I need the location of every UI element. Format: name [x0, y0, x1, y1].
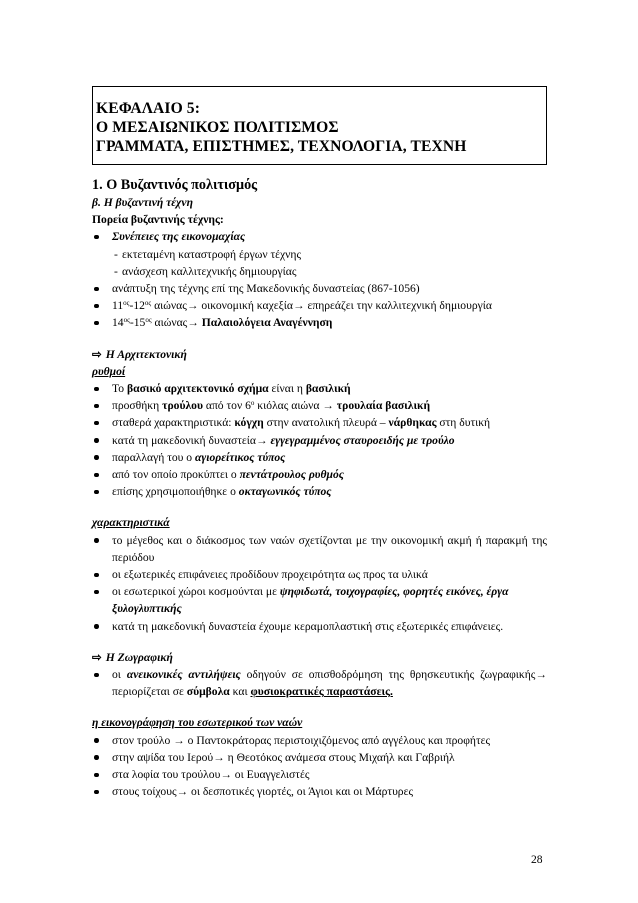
list-item: ανάπτυξη της τέχνης επί της Μακεδονικής δυναστείας (867-1056) — [92, 280, 547, 297]
list-item: οι εσωτερικοί χώροι κοσμούνται με ψηφιδωτά, τοιχογραφίες, φορητές εικόνες, έργα ξυλογλυπτικής — [92, 583, 547, 617]
chapter-title: Ο ΜΕΣΑΙΩΝΙΚΟΣ ΠΟΛΙΤΙΣΜΟΣ — [96, 119, 339, 136]
dash-item: - ανάσχεση καλλιτεχνικής δημιουργίας — [92, 263, 547, 280]
iconography-list — [92, 732, 547, 801]
list-item: οι εξωτερικές επιφάνειες προδίδουν προχειρότητα ως προς τα υλικά — [92, 566, 547, 583]
list-item: $14^{o\varsigma}-15^{o\varsigma}$ αιώνας→ Παλαιολόγεια Αναγέννηση — [92, 314, 547, 331]
list-item: Συνέπειες της εικονομαχίας — [92, 228, 547, 245]
list-item: στα λοφία του τρούλου→ οι Ευαγγελιστές — [92, 766, 547, 783]
list-item: κατά τη μακεδονική δυναστεία→ εγγεγραμμένος σταυροειδής με τρούλο — [92, 432, 547, 449]
list-item: από τον οποίο προκύπτει ο πεντάτρουλος ρυθμός — [92, 466, 547, 483]
characteristics-list — [92, 532, 547, 635]
rythmoi-heading: ρυθμοί — [92, 364, 126, 378]
chapter-title-box — [92, 86, 547, 165]
list-item: στον τρούλο → ο Παντοκράτορας περιστοιχιζόμενος από αγγέλους και προφήτες — [92, 732, 547, 749]
chapter-subtitle: ΓΡΑΜΜΑΤΑ, ΕΠΙΣΤΗΜΕΣ, ΤΕΧΝΟΛΟΓΙΑ, ΤΕΧΝΗ — [96, 138, 467, 155]
list-item: $11^{o\varsigma}-12^{o\varsigma}$ αιώνας→ οικονομική καχεξία→ επηρεάζει την καλλιτεχνική δημιουργία — [92, 297, 547, 314]
list-item: κατά τη μακεδονική δυναστεία έχουμε κεραμοπλαστική στις εξωτερικές επιφάνειες. — [92, 618, 547, 635]
list-item: το μέγεθος και ο διάκοσμος των ναών σχετίζονται με την οικονομική ακμή ή παρακμή της περιόδου — [92, 532, 547, 566]
list-item: σταθερά χαρακτηριστικά: κόγχη στην ανατολική πλευρά – νάρθηκας στη δυτική — [92, 414, 547, 431]
architecture-heading: ⇨ Η Αρχιτεκτονική — [92, 346, 547, 363]
document-page — [92, 86, 547, 801]
characteristics-heading: χαρακτηριστικά — [92, 516, 170, 530]
list-item: στους τοίχους→ οι δεσποτικές γιορτές, οι Άγιοι και οι Μάρτυρες — [92, 783, 547, 800]
painting-heading: ⇨ Η Ζωγραφική — [92, 649, 547, 666]
page-number: 28 — [531, 853, 543, 866]
course-heading: Πορεία βυζαντινής τέχνης: — [92, 213, 224, 227]
iconography-heading: η εικονογράφηση του εσωτερικού των ναών — [92, 716, 303, 730]
chapter-number: ΚΕΦΑΛΑΙΟ 5: — [96, 100, 200, 117]
list-item: Το βασικό αρχιτεκτονικό σχήμα είναι η βασιλική — [92, 380, 547, 397]
list-item: επίσης χρησιμοποιήθηκε ο οκταγωνικός τύπος — [92, 483, 547, 500]
course-list — [92, 228, 547, 331]
list-item: παραλλαγή του ο αγιορείτικος τύπος — [92, 449, 547, 466]
architecture-list — [92, 380, 547, 500]
section-title: 1. Ο Βυζαντινός πολιτισμός — [92, 177, 258, 193]
dash-item: - εκτεταμένη καταστροφή έργων τέχνης — [92, 246, 547, 263]
list-item: προσθήκη τρούλου από τον $6^o$ κιόλας αιώνα → τρουλαία βασιλική — [92, 397, 547, 414]
painting-list — [92, 666, 547, 700]
arrow-right-icon: ⇨ — [92, 347, 102, 361]
arrow-right-icon: ⇨ — [92, 650, 102, 664]
list-item: οι ανεικονικές αντιλήψεις οδηγούν σε οπισθοδρόμηση της θρησκευτικής ζωγραφικής→ περιορίζεται σε σύμβολα και φυσιοκρατικές παραστάσεις. — [92, 666, 547, 700]
list-item: στην αψίδα του Ιερού→ η Θεοτόκος ανάμεσα στους Μιχαήλ και Γαβριήλ — [92, 749, 547, 766]
section-subtitle: β. Η βυζαντινή τέχνη — [92, 196, 193, 209]
